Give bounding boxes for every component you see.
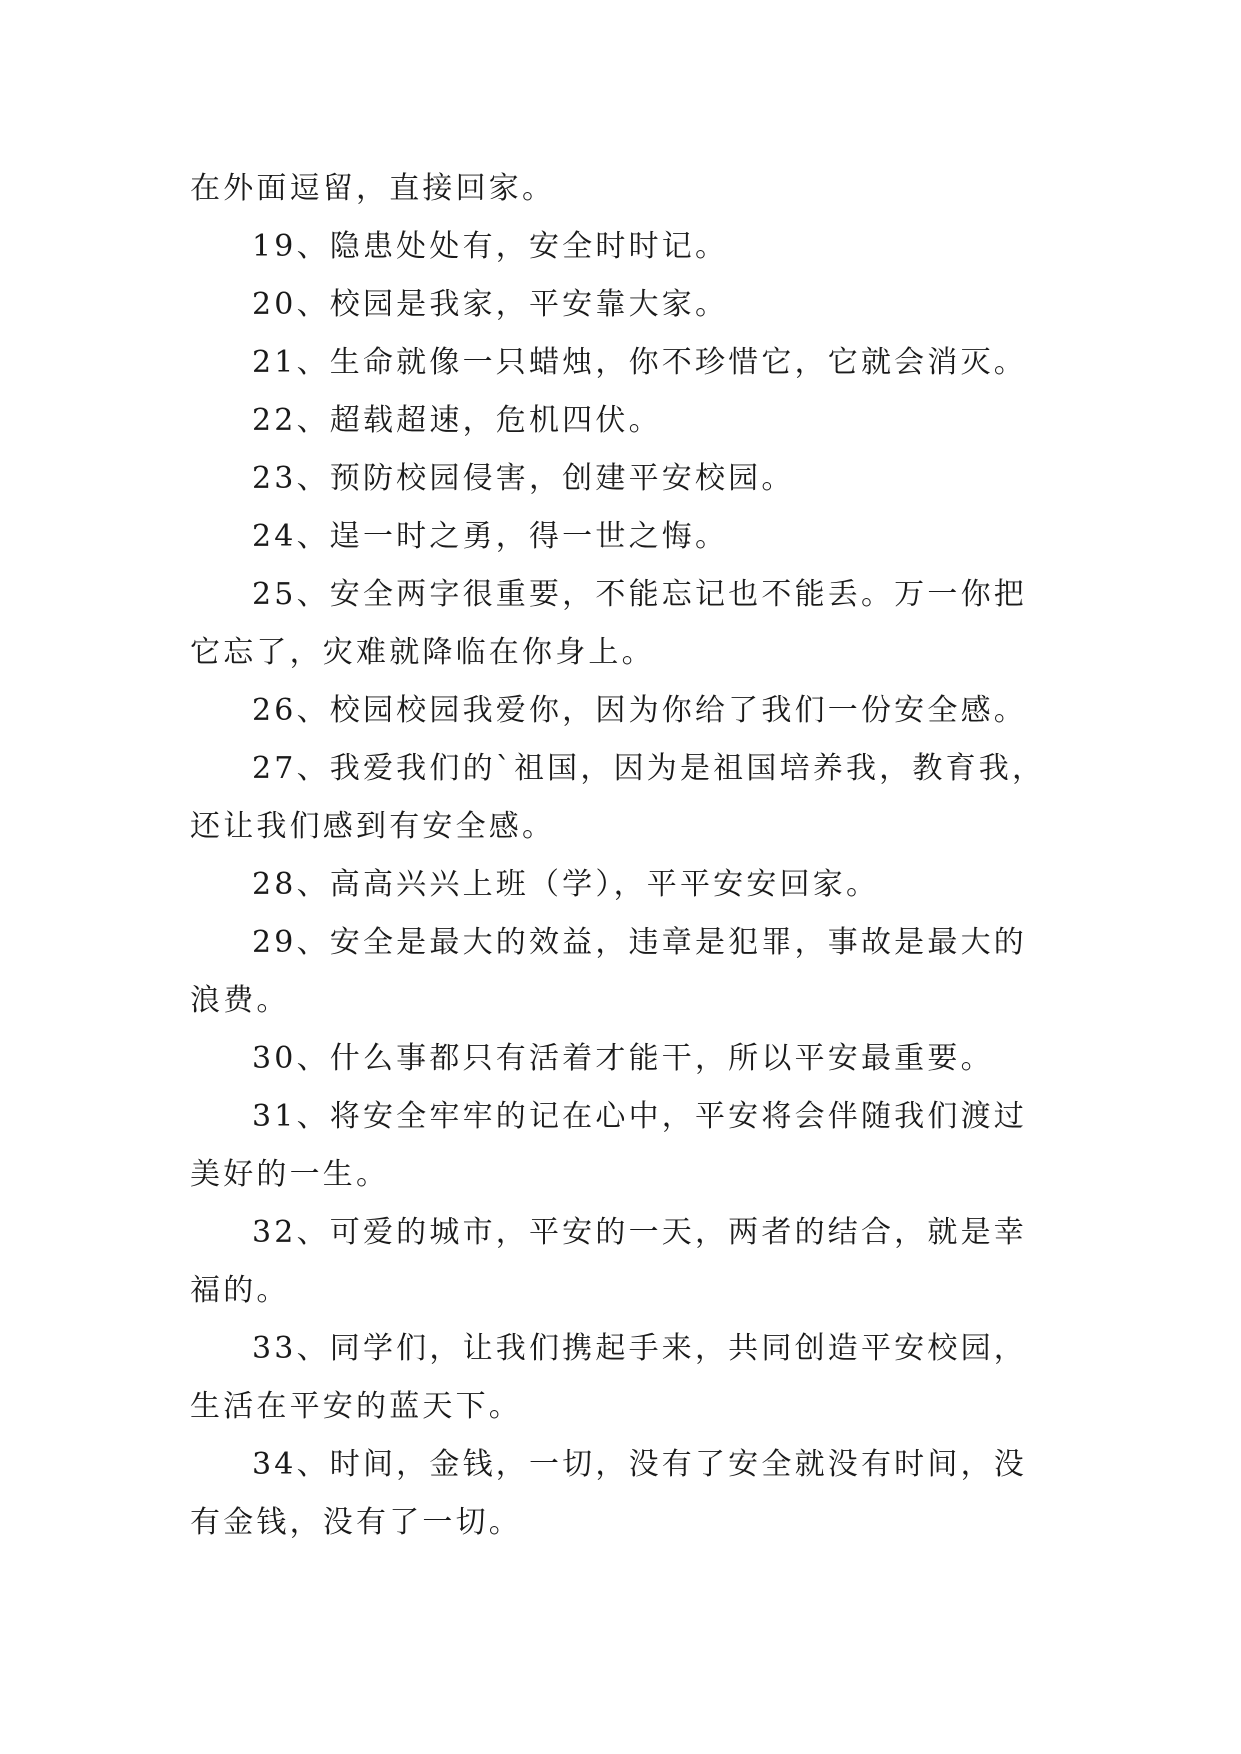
slogan-32: 32、可爱的城市，平安的一天，两者的结合，就是幸福的。 <box>190 1215 1027 1308</box>
slogan-33: 33、同学们，让我们携起手来，共同创造平安校园，生活在平安的蓝天下。 <box>190 1331 1027 1424</box>
slogan-29: 29、安全是最大的效益，违章是犯罪，事故是最大的浪费。 <box>190 925 1027 1018</box>
slogan-28: 28、高高兴兴上班（学），平平安安回家。 <box>252 867 880 902</box>
slogan-27: 27、我爱我们的`祖国，因为是祖国培养我，教育我，还让我们感到有安全感。 <box>190 751 1046 844</box>
document-body <box>190 160 1050 1552</box>
slogan-34: 34、时间，金钱，一切，没有了安全就没有时间，没有金钱，没有了一切。 <box>190 1447 1027 1540</box>
slogan-24: 24、逞一时之勇，得一世之悔。 <box>252 519 729 554</box>
slogan-30: 30、什么事都只有活着才能干，所以平安最重要。 <box>252 1041 994 1076</box>
slogan-21: 21、生命就像一只蜡烛，你不珍惜它，它就会消灭。 <box>252 345 1027 380</box>
slogan-22: 22、超载超速，危机四伏。 <box>252 403 662 438</box>
slogan-26: 26、校园校园我爱你，因为你给了我们一份安全感。 <box>252 693 1027 728</box>
paragraph-continuation: 在外面逗留，直接回家。 <box>190 171 556 206</box>
slogan-19: 19、隐患处处有，安全时时记。 <box>252 229 729 264</box>
slogan-23: 23、预防校园侵害，创建平安校园。 <box>252 461 795 496</box>
slogan-20: 20、校园是我家，平安靠大家。 <box>252 287 729 322</box>
slogan-31: 31、将安全牢牢的记在心中，平安将会伴随我们渡过美好的一生。 <box>190 1099 1027 1192</box>
slogan-25: 25、安全两字很重要，不能忘记也不能丢。万一你把它忘了，灾难就降临在你身上。 <box>190 577 1027 670</box>
